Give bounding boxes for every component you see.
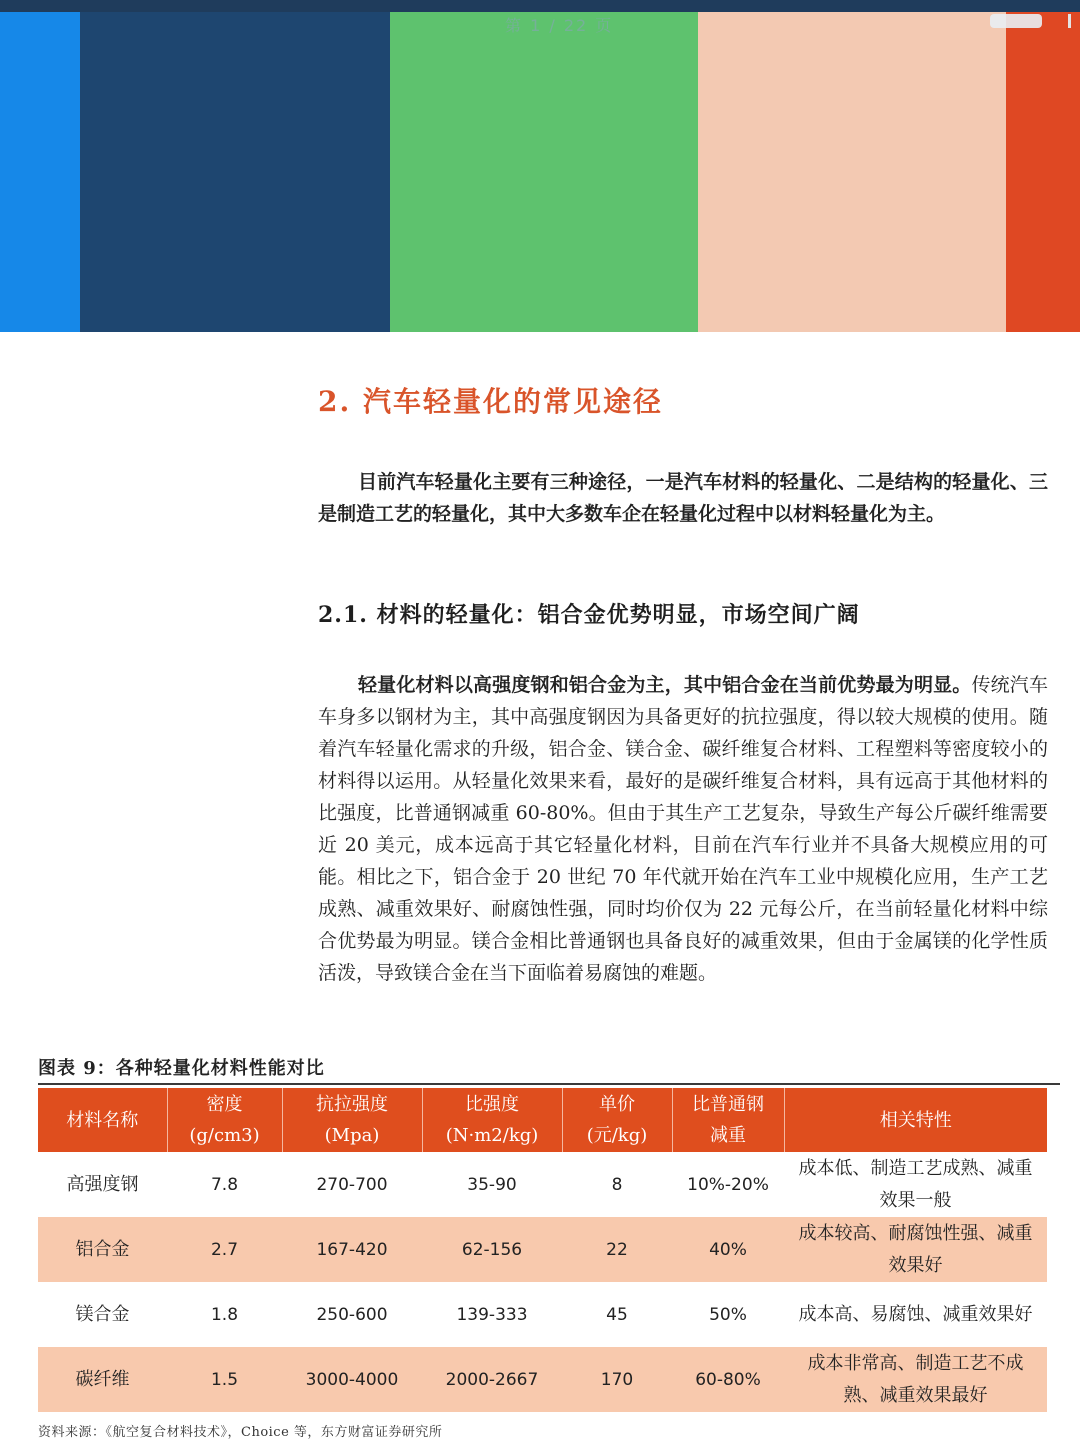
figure-caption: 图表 9：各种轻量化材料性能对比 [38, 1058, 325, 1079]
header-material-name: 材料名称 [38, 1088, 167, 1152]
scroll-handle[interactable] [1068, 14, 1071, 28]
banner-stripe-orange [1006, 12, 1080, 332]
header-tensile-strength: 抗拉强度 (Mpa) [282, 1088, 422, 1152]
cell-unit-price: 45 [562, 1282, 672, 1347]
cell-weight-reduction: 50% [672, 1282, 784, 1347]
cell-unit-price: 8 [562, 1152, 672, 1217]
cell-weight-reduction: 40% [672, 1217, 784, 1282]
banner-stripe-blue [0, 12, 80, 332]
cell-material-name: 镁合金 [38, 1282, 167, 1347]
cell-material-name: 碳纤维 [38, 1347, 167, 1412]
cell-tensile-strength: 167-420 [282, 1217, 422, 1282]
cell-weight-reduction: 60-80% [672, 1347, 784, 1412]
cell-tensile-strength: 270-700 [282, 1152, 422, 1217]
table-row [38, 1347, 1047, 1412]
header-specific-strength: 比强度 (N·m2/kg) [422, 1088, 562, 1152]
page-indicator: 第 1 / 22 页 [505, 16, 614, 35]
table-header-row [38, 1088, 1047, 1152]
cell-features: 成本非常高、制造工艺不成熟、减重效果最好 [784, 1347, 1047, 1412]
cell-unit-price: 22 [562, 1217, 672, 1282]
intro-paragraph: 目前汽车轻量化主要有三种途径，一是汽车材料的轻量化、二是结构的轻量化、三是制造工艺的轻量化，其中大多数车企在轻量化过程中以材料轻量化为主。 [318, 471, 1048, 525]
cell-specific-strength: 139-333 [422, 1282, 562, 1347]
cell-features: 成本低、制造工艺成熟、减重效果一般 [784, 1152, 1047, 1217]
source-note: 资料来源：《航空复合材料技术》，Choice 等，东方财富证券研究所 [38, 1425, 443, 1440]
section-title: 2. 汽车轻量化的常见途径 [318, 385, 663, 418]
top-bar [0, 0, 1080, 12]
cell-material-name: 高强度钢 [38, 1152, 167, 1217]
cell-material-name: 铝合金 [38, 1217, 167, 1282]
caption-divider [38, 1083, 1060, 1085]
cell-unit-price: 170 [562, 1347, 672, 1412]
cell-specific-strength: 2000-2667 [422, 1347, 562, 1412]
materials-table [38, 1088, 1047, 1412]
body-paragraph [318, 669, 1048, 989]
color-banner [0, 12, 1080, 332]
cell-features: 成本高、易腐蚀、减重效果好 [784, 1282, 1047, 1347]
cell-tensile-strength: 250-600 [282, 1282, 422, 1347]
header-unit-price: 单价 (元/kg) [562, 1088, 672, 1152]
banner-stripe-peach [698, 12, 1006, 332]
cell-density: 1.5 [167, 1347, 282, 1412]
cell-density: 7.8 [167, 1152, 282, 1217]
header-density: 密度 (g/cm3) [167, 1088, 282, 1152]
table-row [38, 1152, 1047, 1217]
banner-stripe-green [390, 12, 698, 332]
cell-features: 成本较高、耐腐蚀性强、减重效果好 [784, 1217, 1047, 1282]
header-features: 相关特性 [784, 1088, 1047, 1152]
banner-stripe-navy [80, 12, 390, 332]
cell-weight-reduction: 10%-20% [672, 1152, 784, 1217]
viewer-toolbar-button[interactable] [990, 14, 1042, 28]
table-row [38, 1217, 1047, 1282]
header-weight-reduction: 比普通钢 减重 [672, 1088, 784, 1152]
cell-specific-strength: 35-90 [422, 1152, 562, 1217]
subsection-title: 2.1. 材料的轻量化：铝合金优势明显，市场空间广阔 [318, 602, 860, 628]
cell-specific-strength: 62-156 [422, 1217, 562, 1282]
body-text: 传统汽车车身多以钢材为主，其中高强度钢因为具备更好的抗拉强度，得以较大规模的使用。随着汽车轻量化需求的升级，铝合金、镁合金、碳纤维复合材料、工程塑料等密度较小的材料得以运用。从轻量化效果来看，最好的是碳纤维复合材料，具有远高于其他材料的比强度，比普通钢减重 60-80%。但由于其生产工艺复杂，导致生产每公斤碳纤维需要近 20 美元，成本远高于其它轻量化材料，目前在汽车行业并不具备大规模应用的可能。相比之下，铝合金于 20 世纪 70 年代就开始在汽车工业中规模化应用，生产工艺成熟、减重效果好、耐腐蚀性强，同时均价仅为 22 元每公斤，在当前轻量化材料中综合优势最为明显。镁合金相比普通钢也具备良好的减重效果，但由于金属镁的化学性质活泼，导致镁合金在当下面临着易腐蚀的难题。 [318, 674, 1048, 984]
body-lead-sentence: 轻量化材料以高强度钢和铝合金为主，其中铝合金在当前优势最为明显。 [358, 674, 972, 696]
cell-tensile-strength: 3000-4000 [282, 1347, 422, 1412]
table-row [38, 1282, 1047, 1347]
cell-density: 2.7 [167, 1217, 282, 1282]
cell-density: 1.8 [167, 1282, 282, 1347]
